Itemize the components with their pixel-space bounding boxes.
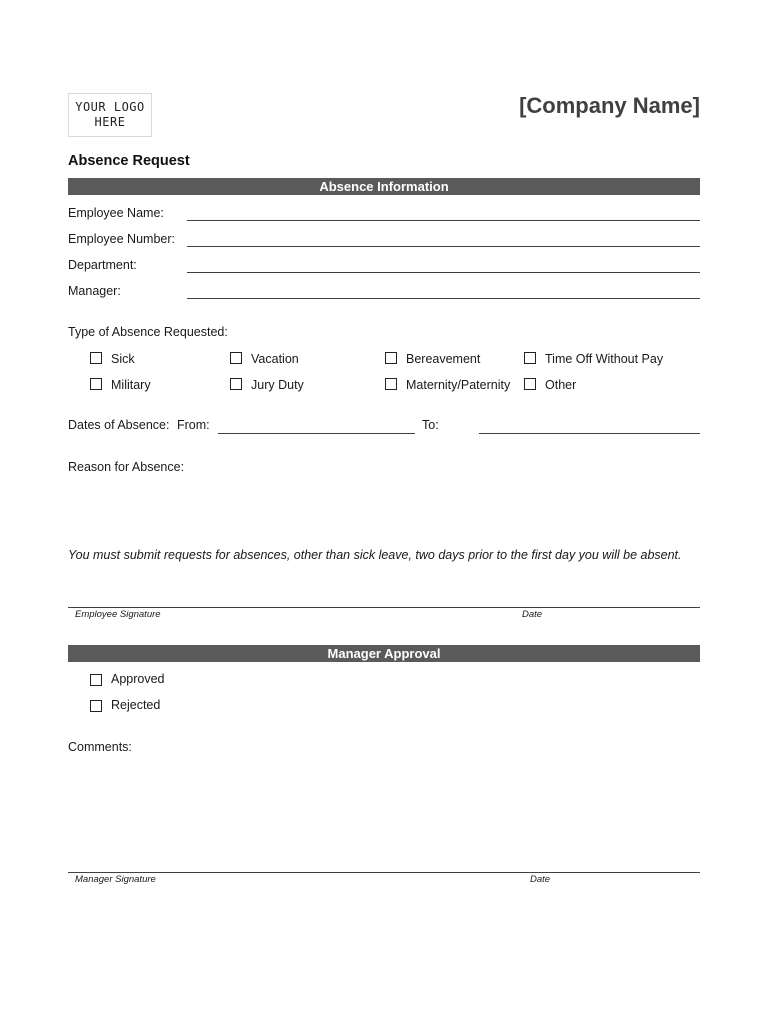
section-header-manager-approval: Manager Approval	[68, 645, 700, 662]
department-label: Department:	[68, 258, 137, 272]
maternity-paternity-checkbox[interactable]	[385, 378, 397, 390]
jury-duty-checkbox[interactable]	[230, 378, 242, 390]
employee-number-label: Employee Number:	[68, 232, 175, 246]
sick-label: Sick	[111, 352, 135, 366]
vacation-label: Vacation	[251, 352, 299, 366]
from-label: From:	[177, 418, 210, 432]
bereavement-checkbox[interactable]	[385, 352, 397, 364]
manager-label: Manager:	[68, 284, 121, 298]
approved-label: Approved	[111, 672, 165, 686]
sick-checkbox[interactable]	[90, 352, 102, 364]
employee-signature-line[interactable]	[68, 607, 700, 608]
vacation-checkbox[interactable]	[230, 352, 242, 364]
employee-date-label: Date	[522, 609, 543, 620]
company-logo-placeholder	[68, 93, 152, 137]
from-date-field[interactable]	[218, 433, 415, 434]
dates-of-absence-label: Dates of Absence:	[68, 418, 170, 432]
military-label: Military	[111, 378, 151, 392]
form-title: Absence Request	[68, 153, 190, 169]
approved-checkbox[interactable]	[90, 674, 102, 686]
reason-label: Reason for Absence:	[68, 460, 185, 474]
time-off-without-pay-checkbox[interactable]	[524, 352, 536, 364]
section-header-absence-information: Absence Information	[68, 178, 700, 195]
logo-text-line2: HERE	[94, 115, 126, 129]
jury-duty-label: Jury Duty	[251, 378, 304, 392]
comments-text-area[interactable]	[68, 758, 700, 858]
to-label: To:	[422, 418, 439, 432]
reason-text-area[interactable]	[68, 478, 700, 538]
rejected-checkbox[interactable]	[90, 700, 102, 712]
manager-field[interactable]	[187, 298, 700, 299]
absence-type-label: Type of Absence Requested:	[68, 325, 228, 339]
bereavement-label: Bereavement	[406, 352, 481, 366]
employee-name-field[interactable]	[187, 220, 700, 221]
military-checkbox[interactable]	[90, 378, 102, 390]
employee-number-field[interactable]	[187, 246, 700, 247]
employee-signature-label: Employee Signature	[75, 609, 161, 620]
department-field[interactable]	[187, 272, 700, 273]
rejected-label: Rejected	[111, 698, 161, 712]
logo-text-line1: YOUR LOGO	[75, 100, 145, 114]
other-label: Other	[545, 378, 577, 392]
manager-date-label: Date	[530, 874, 551, 885]
to-date-field[interactable]	[479, 433, 700, 434]
manager-signature-label: Manager Signature	[75, 874, 156, 885]
company-name: [Company Name]	[519, 93, 700, 118]
employee-name-label: Employee Name:	[68, 206, 164, 220]
comments-label: Comments:	[68, 740, 132, 754]
other-checkbox[interactable]	[524, 378, 536, 390]
manager-signature-line[interactable]	[68, 872, 700, 873]
maternity-paternity-label: Maternity/Paternity	[406, 378, 511, 392]
submission-notice: You must submit requests for absences, other than sick leave, two days prior to the first day you will be absent.	[68, 548, 682, 562]
time-off-without-pay-label: Time Off Without Pay	[545, 352, 664, 366]
